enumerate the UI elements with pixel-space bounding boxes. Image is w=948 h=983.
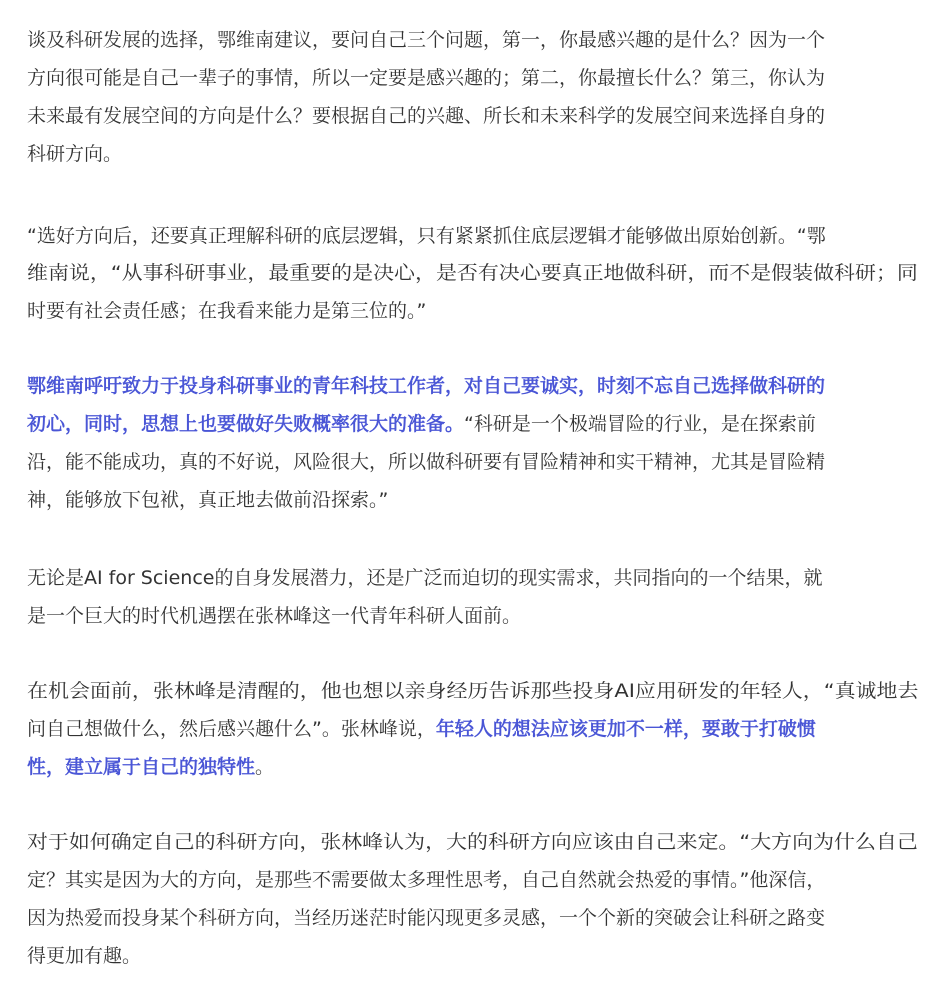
text-line (27, 488, 388, 512)
body-text: 时要有社会责任感；在我看来能力是第三位的。” (27, 300, 427, 322)
highlighted-text: 性，建立属于自己的独特性 (27, 756, 256, 778)
text-line (27, 450, 825, 474)
body-text: 是一个巨大的时代机遇摆在张林峰这一代青年科研人面前。 (27, 605, 522, 627)
highlighted-text: 年轻人的想法应该更加不一样，要敢于打破惯 (435, 718, 816, 740)
body-text: 定？其实是因为大的方向，是那些不需要做太多理性思考，自己自然就会热爱的事情。”他深信， (27, 869, 826, 891)
text-line (27, 412, 816, 436)
text-line (27, 906, 825, 930)
body-text: 未来最有发展空间的方向是什么？要根据自己的兴趣、所长和未来科学的发展空间来选择自身的 (27, 105, 826, 127)
text-line (27, 566, 822, 590)
text-line (27, 604, 521, 628)
body-text: 对于如何确定自己的科研方向，张林峰认为，大的科研方向应该由自己来定。“大方向为什么自己 (27, 831, 918, 853)
text-line (27, 66, 825, 90)
text-line (27, 299, 426, 323)
body-text: 方向很可能是自己一辈子的事情，所以一定要是感兴趣的；第二，你最擅长什么？第三，你认为 (27, 67, 826, 89)
body-text: 在机会面前，张林峰是清醒的，他也想以亲身经历告诉那些投身AI应用研发的年轻人，“真诚地去 (27, 680, 919, 702)
body-text: 无论是AI for Science的自身发展潜力，还是广泛而迫切的现实需求，共同指向的一个结果，就 (27, 567, 823, 589)
text-line (27, 717, 816, 741)
body-text: 沿，能不能成功，真的不好说，风险很大，所以做科研要有冒险精神和实干精神，尤其是冒险精 (27, 451, 826, 473)
text-line (27, 830, 918, 854)
highlighted-text: 鄂维南呼吁致力于投身科研事业的青年科技工作者，对自己要诚实，时刻不忘自己选择做科研的 (27, 375, 826, 397)
body-text: 得更加有趣。 (27, 945, 142, 967)
text-line (27, 868, 825, 892)
text-line (27, 374, 825, 398)
body-text: 谈及科研发展的选择，鄂维南建议，要问自己三个问题，第一，你最感兴趣的是什么？因为一个 (27, 29, 826, 51)
text-line (27, 28, 825, 52)
body-text: 。 (255, 756, 275, 778)
highlighted-text: 初心，同时，思想上也要做好失败概率很大的准备。 (27, 413, 465, 435)
body-text: 问自己想做什么，然后感兴趣什么”。张林峰说， (27, 718, 436, 740)
body-text: 科研方向。 (27, 143, 123, 165)
text-line (27, 142, 122, 166)
text-line (27, 224, 826, 248)
body-text: “选好方向后，还要真正理解科研的底层逻辑，只有紧紧抓住底层逻辑才能够做出原始创新。“鄂 (27, 225, 826, 247)
text-line (27, 679, 919, 703)
body-text: 维南说，“从事科研事业，最重要的是决心，是否有决心要真正地做科研，而不是假装做科研；同 (27, 262, 918, 284)
body-text: 神，能够放下包袱，真正地去做前沿探索。” (27, 489, 389, 511)
text-line (27, 104, 825, 128)
body-text: 因为热爱而投身某个科研方向，当经历迷茫时能闪现更多灵感，一个个新的突破会让科研之路变 (27, 907, 826, 929)
text-line (27, 261, 918, 285)
text-line (27, 755, 274, 779)
body-text: “科研是一个极端冒险的行业，是在探索前 (464, 413, 816, 435)
text-line (27, 944, 141, 968)
